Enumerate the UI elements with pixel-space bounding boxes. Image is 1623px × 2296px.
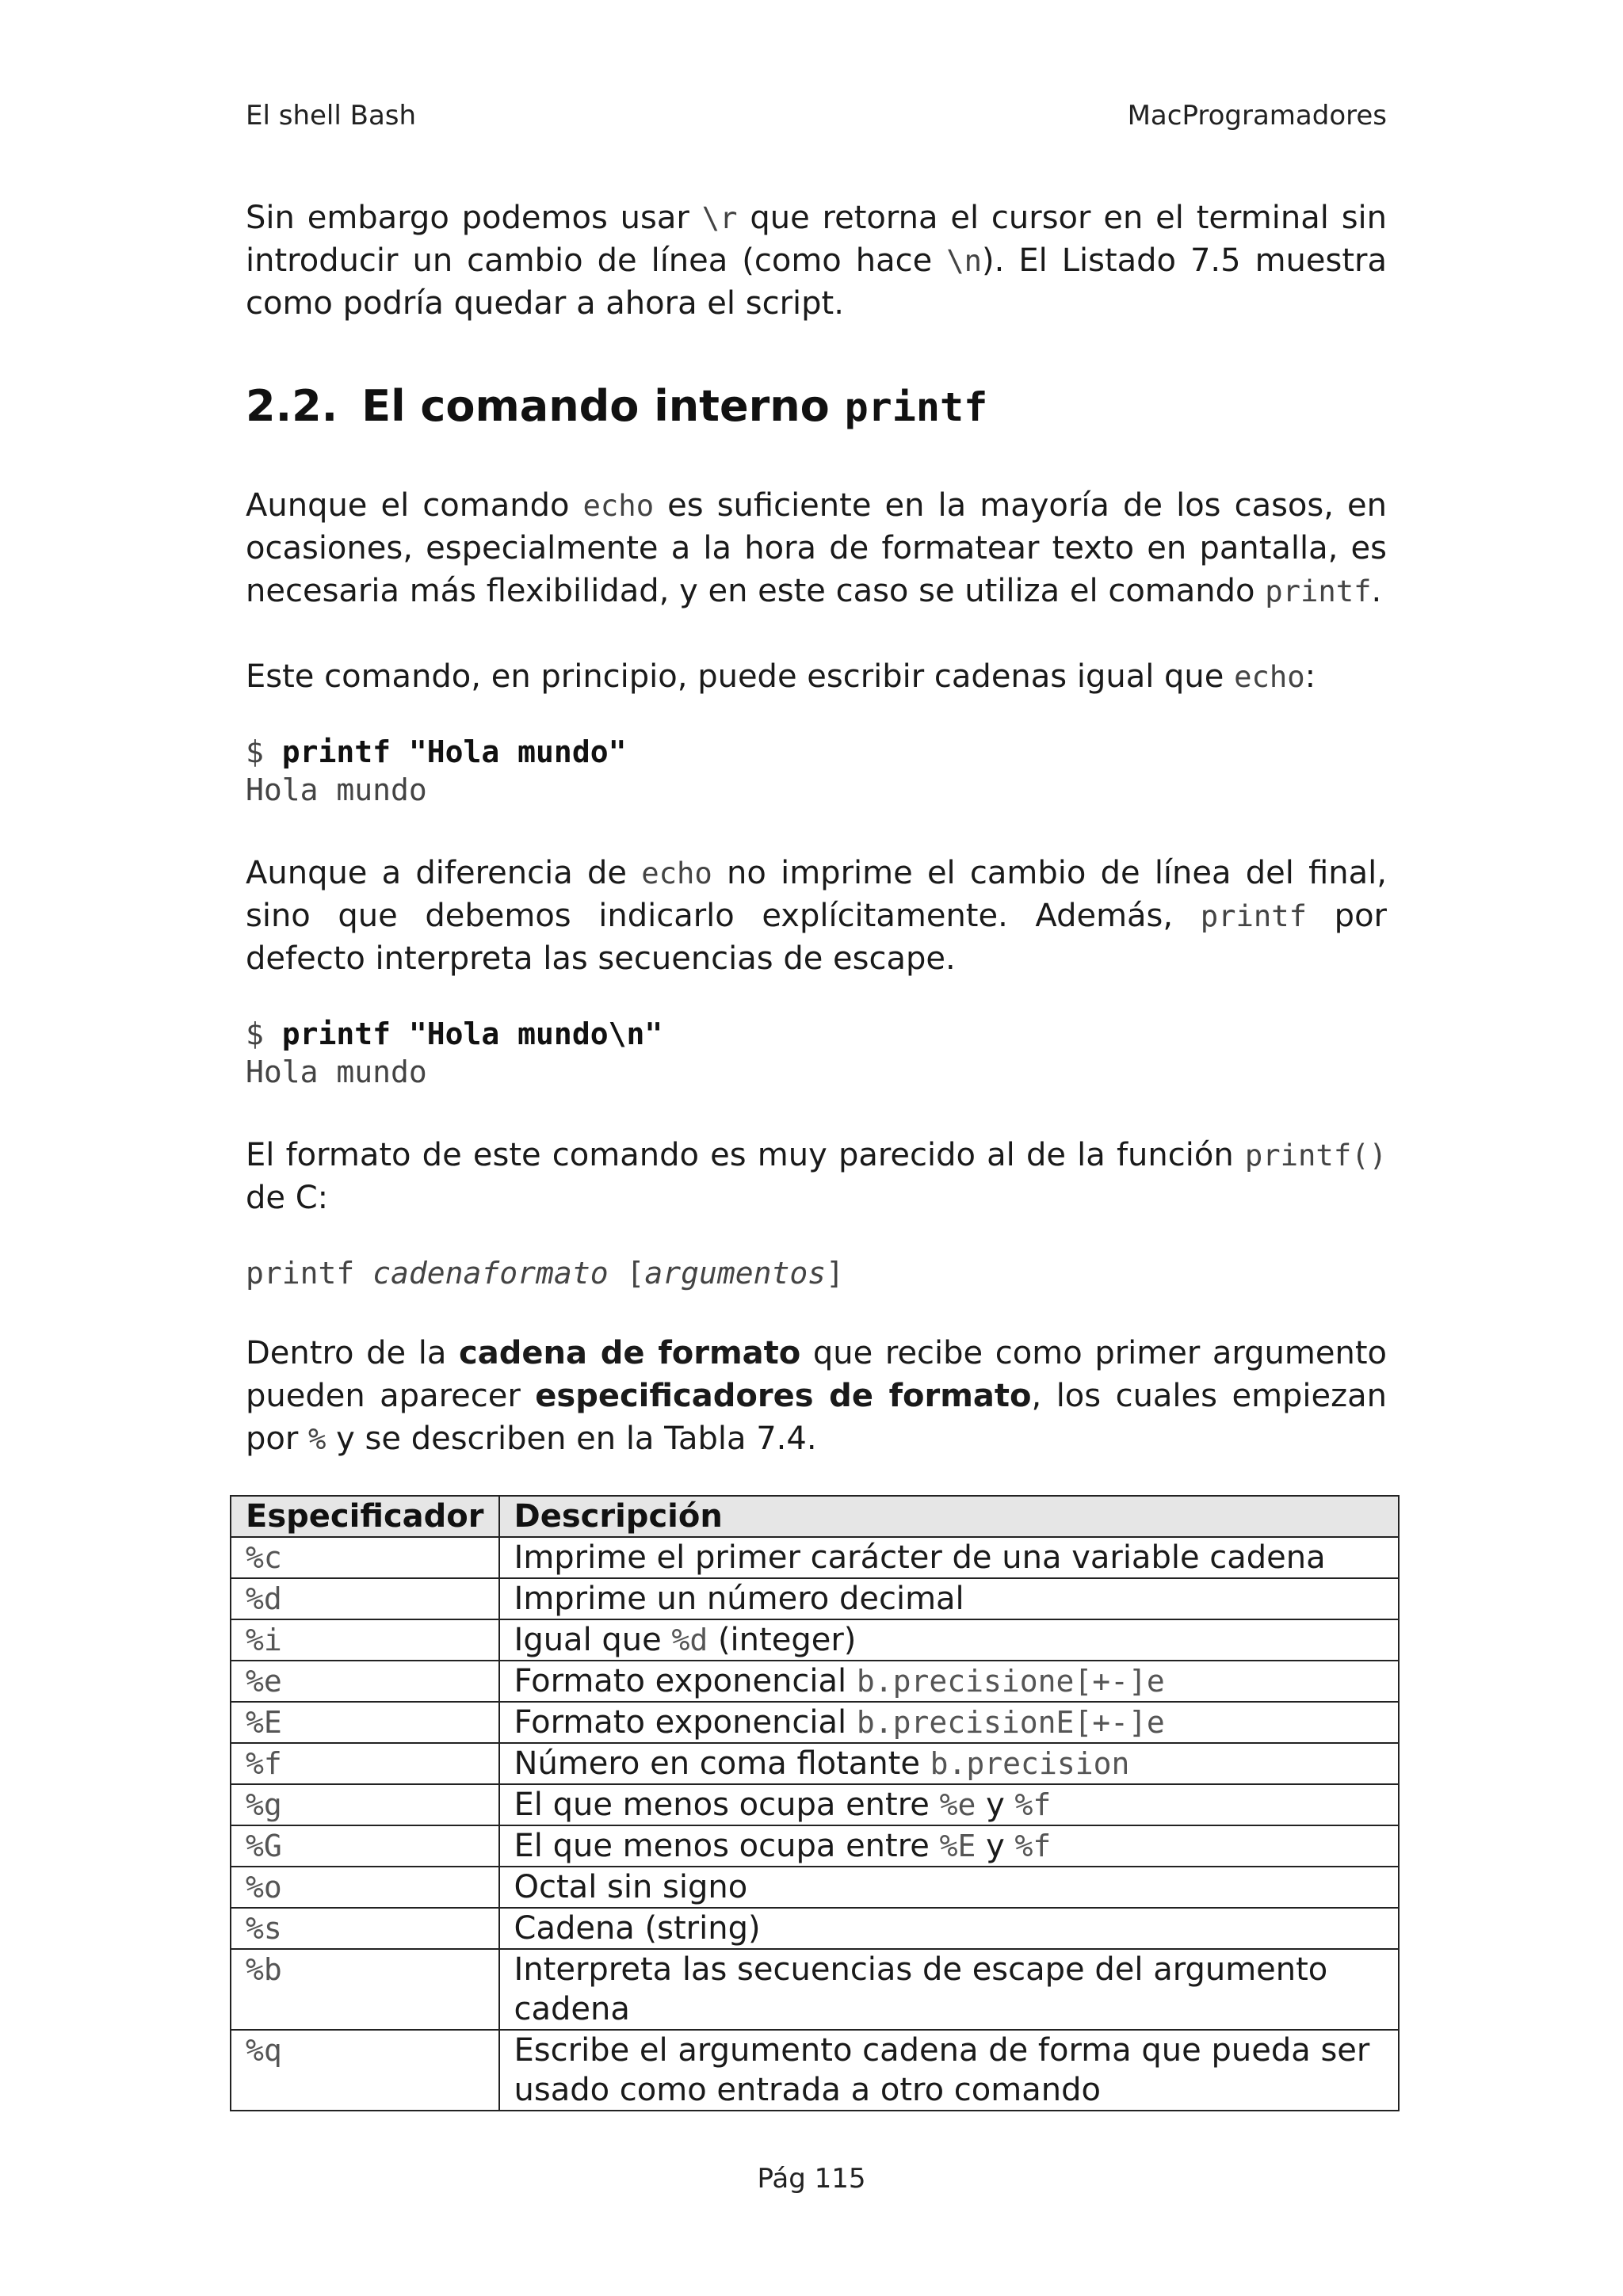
table-row — [231, 1743, 1399, 1784]
table-row — [231, 1949, 1399, 2030]
text-span: Interpreta las secuencias de escape del argumento cadena — [514, 1951, 1328, 2027]
text-span: Igual que — [514, 1622, 672, 1658]
text-span: El formato de este comando es muy parecido al de la función — [246, 1137, 1245, 1173]
format-specifier-table — [230, 1495, 1400, 2111]
text-span: Escribe el argumento cadena de forma que pueda ser usado como entrada a otro comando — [514, 2032, 1370, 2108]
text-span: . — [1371, 573, 1382, 609]
description-cell — [499, 1949, 1399, 2030]
specifier-cell: %o — [231, 1867, 499, 1908]
inline-code: b.precisionE[+-]e — [856, 1705, 1165, 1740]
syntax-command: printf — [246, 1256, 373, 1291]
text-span: Aunque el comando — [246, 487, 583, 524]
text-span: Octal sin signo — [514, 1869, 748, 1905]
table-row — [231, 1619, 1399, 1661]
text-span: que recibe como primer argumento pueden aparecer — [246, 1335, 1387, 1414]
description-cell — [499, 1743, 1399, 1784]
text-span: Cadena (string) — [514, 1910, 761, 1947]
description-cell — [499, 1661, 1399, 1702]
shell-prompt: $ — [246, 734, 282, 769]
syntax-argument: argumentos — [644, 1256, 827, 1291]
inline-code: %d — [671, 1623, 708, 1657]
section-number: 2.2. — [246, 381, 338, 431]
specifier-cell: %G — [231, 1825, 499, 1867]
text-span: Aunque a diferencia de — [246, 855, 642, 891]
text-span: Este comando, en principio, puede escribir cadenas igual que — [246, 658, 1235, 695]
bold-term: cadena de formato — [459, 1335, 801, 1371]
specifier-cell: %s — [231, 1908, 499, 1949]
specifier-cell: %e — [231, 1661, 499, 1702]
specifier-cell: %i — [231, 1619, 499, 1661]
text-span: no imprime el cambio de línea del final, sino que debemos indicarlo explícitamente. Además, — [246, 855, 1387, 934]
text-span: Sin embargo podemos usar — [246, 200, 702, 236]
syntax-argument: cadenaformato — [372, 1256, 609, 1291]
table-row — [231, 1825, 1399, 1867]
intro-paragraph — [246, 196, 1387, 325]
text-span: que retorna el cursor en el terminal sin introducir un cambio de línea (como hace — [246, 200, 1388, 279]
table-row — [231, 1784, 1399, 1825]
description-cell — [499, 1867, 1399, 1908]
description-cell — [499, 1784, 1399, 1825]
description-cell — [499, 2030, 1399, 2111]
table-header-description: Descripción — [499, 1496, 1399, 1537]
table-row — [231, 1702, 1399, 1743]
text-span: y — [976, 1828, 1015, 1864]
inline-code: \n — [946, 243, 983, 278]
inline-code: %f — [1014, 1829, 1052, 1863]
inline-code: b.precision — [930, 1746, 1130, 1781]
text-span: : — [1304, 658, 1316, 695]
paragraph-5 — [246, 1332, 1387, 1460]
inline-code: echo — [641, 856, 712, 891]
text-span: Formato exponencial — [514, 1663, 857, 1699]
table-header-specifier: Especificador — [231, 1496, 499, 1537]
text-span: y se describen en la Tabla 7.4. — [326, 1421, 817, 1457]
text-span: Imprime un número decimal — [514, 1581, 964, 1617]
text-span: , los cuales empiezan por — [246, 1378, 1388, 1457]
table-row — [231, 1908, 1399, 1949]
table-row — [231, 1661, 1399, 1702]
specifier-cell: %b — [231, 1949, 499, 2030]
code-block-1 — [246, 733, 1387, 809]
text-span: es suficiente en la mayoría de los casos, en ocasiones, especialmente a la hora de formatear texto en pantalla, es necesaria más flexibilidad, y en este caso se utiliza el comando — [246, 487, 1387, 609]
inline-code: echo — [1234, 659, 1305, 694]
paragraph-4 — [246, 1134, 1387, 1219]
header-publisher: MacProgramadores — [1127, 100, 1387, 132]
page-number: Pág 115 — [757, 2163, 866, 2195]
paragraph-2 — [246, 655, 1387, 698]
syntax-bracket: ] — [826, 1256, 845, 1291]
code-output-line: Hola mundo — [246, 1055, 427, 1089]
inline-code: printf() — [1244, 1138, 1387, 1173]
inline-code: printf — [1200, 898, 1308, 933]
description-cell — [499, 1908, 1399, 1949]
code-command-line — [246, 1015, 1387, 1053]
text-span: El que menos ocupa entre — [514, 1787, 940, 1823]
description-cell — [499, 1619, 1399, 1661]
description-cell — [499, 1537, 1399, 1578]
paragraph-1 — [246, 484, 1387, 612]
text-span: (integer) — [708, 1622, 857, 1658]
page-content — [246, 196, 1387, 2111]
table-row — [231, 1867, 1399, 1908]
bold-term: especificadores de formato — [535, 1378, 1032, 1414]
inline-code: \r — [701, 200, 738, 235]
specifier-cell: %d — [231, 1578, 499, 1619]
code-block-2 — [246, 1015, 1387, 1091]
table-body — [231, 1537, 1399, 2111]
table-row — [231, 1578, 1399, 1619]
text-span: Imprime el primer carácter de una variable cadena — [514, 1539, 1326, 1576]
description-cell — [499, 1825, 1399, 1867]
inline-code: echo — [582, 488, 655, 523]
text-span: El que menos ocupa entre — [514, 1828, 940, 1864]
description-cell — [499, 1702, 1399, 1743]
inline-code: %e — [939, 1787, 976, 1822]
specifier-cell: %q — [231, 2030, 499, 2111]
text-span: Formato exponencial — [514, 1704, 857, 1741]
section-heading — [246, 379, 1387, 435]
syntax-line — [246, 1254, 1387, 1292]
text-span: Dentro de la — [246, 1335, 459, 1371]
code-command-line — [246, 733, 1387, 771]
inline-code: % — [308, 1421, 327, 1456]
header-book-title: El shell Bash — [246, 100, 417, 132]
text-span: de C: — [246, 1180, 329, 1216]
inline-code: printf — [1265, 574, 1372, 608]
text-span: Número en coma flotante — [514, 1745, 930, 1782]
text-span: por defecto interpreta las secuencias de escape. — [246, 898, 1387, 977]
text-span: ). El Listado 7.5 muestra como podría quedar a ahora el script. — [246, 242, 1387, 322]
section-title: El comando interno — [361, 381, 845, 431]
specifier-cell: %E — [231, 1702, 499, 1743]
paragraph-3 — [246, 852, 1387, 980]
specifier-cell: %g — [231, 1784, 499, 1825]
table-header-row — [231, 1496, 1399, 1537]
specifier-cell: %c — [231, 1537, 499, 1578]
shell-command: printf "Hola mundo\n" — [281, 1016, 663, 1051]
code-output-line: Hola mundo — [246, 772, 427, 807]
inline-code: b.precisione[+-]e — [856, 1664, 1165, 1699]
text-span: y — [976, 1787, 1015, 1823]
table-row — [231, 1537, 1399, 1578]
syntax-bracket: [ — [608, 1256, 645, 1291]
section-title-code: printf — [844, 384, 988, 430]
shell-prompt: $ — [246, 1016, 282, 1051]
inline-code: %E — [939, 1829, 976, 1863]
inline-code: %f — [1014, 1787, 1052, 1822]
table-row — [231, 2030, 1399, 2111]
description-cell — [499, 1578, 1399, 1619]
shell-command: printf "Hola mundo" — [281, 734, 627, 769]
specifier-cell: %f — [231, 1743, 499, 1784]
